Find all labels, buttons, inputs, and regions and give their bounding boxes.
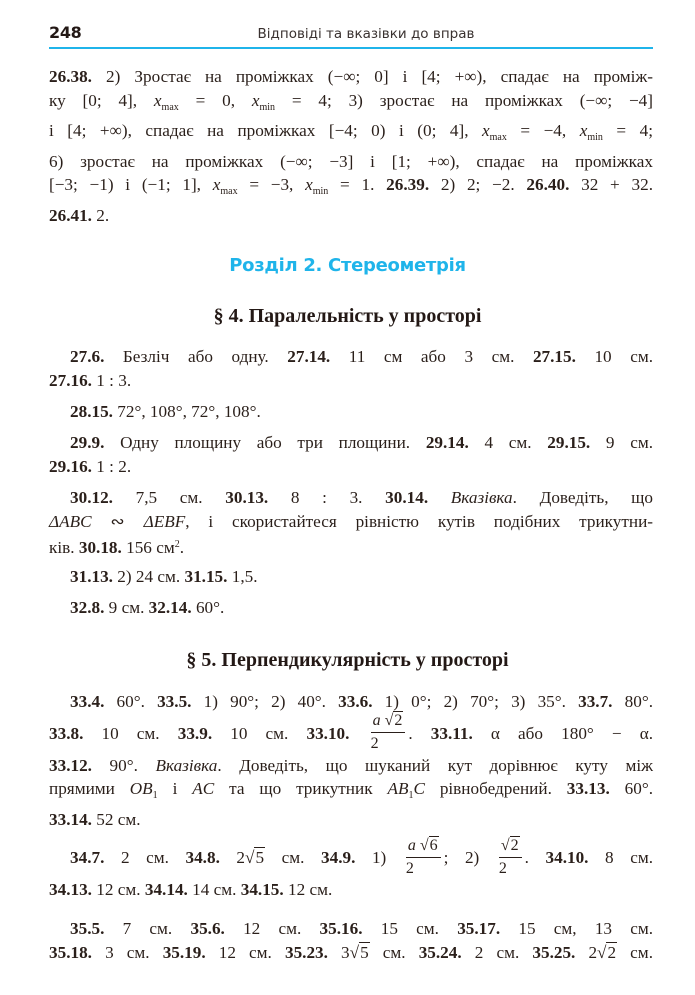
answer-text: 2) Зростає на проміжках (−∞; 0] і [4; +∞), спадає на проміж- <box>91 67 653 86</box>
exercise-number: 33.9. <box>177 723 213 743</box>
sqrt-icon: √2 <box>597 942 617 962</box>
line <box>49 808 653 832</box>
exercise-number: 33.10. <box>306 723 350 743</box>
exercise-number: 35.19. <box>162 942 206 962</box>
answer-text: 60°. <box>609 779 654 798</box>
line <box>49 89 653 120</box>
line <box>49 917 653 941</box>
exercise-number: 27.15. <box>532 347 576 366</box>
hint-label: Вказівка <box>450 488 513 507</box>
exercise-number: 34.13. <box>49 880 92 899</box>
section-5-title: § 5. Перпендикулярність у просторі <box>186 649 509 671</box>
exercise-number: 35.24. <box>418 942 462 962</box>
answers-31 <box>49 565 653 589</box>
exercise-number: 31.15. <box>184 567 228 586</box>
exercise-number: 33.14. <box>49 809 92 829</box>
exercise-number: 33.5. <box>157 692 192 711</box>
answer-text: ку [0; 4], <box>49 90 154 110</box>
line <box>49 714 653 754</box>
answer-text: см. <box>369 942 419 962</box>
answer-text: 12 см. <box>205 942 285 962</box>
answer-text: 10 см. <box>212 723 307 743</box>
exercise-number: 26.38. <box>49 67 92 86</box>
answer-text: , і скористайтеся рівністю кутів подібних трикутни- <box>185 511 654 531</box>
answer-text: 2) 24 см. <box>112 567 185 586</box>
answers-27 <box>49 345 653 392</box>
radicand: 2 <box>510 836 519 854</box>
answer-text: 3 см. <box>91 942 163 962</box>
radicand: 5 <box>255 848 265 867</box>
exercise-number: 29.15. <box>547 433 591 452</box>
answer-text: [−3; −1) і (−1; 1], <box>49 175 213 194</box>
denominator: 2 <box>405 859 414 877</box>
answers-34 <box>49 838 653 902</box>
answer-text: 1) <box>355 848 403 867</box>
radicand: 5 <box>360 942 369 962</box>
sqrt-icon: √5 <box>245 848 265 867</box>
radicand: 2 <box>394 712 403 730</box>
line <box>49 941 653 965</box>
line <box>49 431 653 455</box>
answer-text: 90°. <box>91 755 156 775</box>
line <box>49 533 653 560</box>
page-number: 248 <box>49 23 82 42</box>
answer-text: 2. <box>91 205 110 225</box>
answer-text: 1 : 3. <box>91 370 132 390</box>
exercise-number: 34.7. <box>70 848 105 867</box>
answer-text: 3 <box>327 942 350 962</box>
exercise-number: 30.12. <box>70 488 113 507</box>
answer-text: 15 см, 13 см. <box>500 919 654 938</box>
exercise-number: 34.14. <box>144 880 188 899</box>
exercise-number: 35.17. <box>457 919 501 938</box>
answer-text: 14 см. <box>187 880 241 899</box>
sqrt-icon: √6 <box>419 836 438 854</box>
exercise-number: 30.13. <box>225 488 269 507</box>
answer-text: 9 см. <box>590 433 653 452</box>
answer-text: рівнобедрений. <box>424 779 567 798</box>
exercise-number: 34.10. <box>545 848 589 867</box>
answer-text: 11 см або 3 см. <box>330 347 533 366</box>
subscript-min: min <box>587 132 603 143</box>
exercise-number: 33.4. <box>70 692 105 711</box>
var-a: a <box>407 836 416 854</box>
sqrt-icon: √2 <box>384 712 403 730</box>
answer-text: ків. <box>49 538 79 557</box>
answer-text: 1 : 2. <box>91 456 132 476</box>
answer-text: = 4; <box>602 121 653 140</box>
var-x: x <box>579 121 588 140</box>
answer-text: . Доведіть, що <box>512 488 653 507</box>
subscript-max: max <box>489 132 507 143</box>
sqrt-icon: √5 <box>349 942 369 962</box>
answer-text: 60°. <box>104 692 158 711</box>
hint-label: Вказівка <box>155 755 218 775</box>
answer-text: = 0, <box>178 90 252 110</box>
section-4-title: § 4. Паралельність у просторі <box>213 305 482 327</box>
subscript: 1 <box>152 790 158 801</box>
line <box>49 565 653 589</box>
answer-text: 2 <box>219 848 246 867</box>
answer-text: см. <box>265 848 321 867</box>
answer-text: = −3, <box>237 175 306 194</box>
answers-35 <box>49 917 653 964</box>
header-rule <box>49 47 653 49</box>
line <box>49 173 653 204</box>
exercise-number: 31.13. <box>70 567 113 586</box>
running-title: Відповіді та вказівки до вправ <box>257 26 475 42</box>
exercise-number: 33.7. <box>578 692 613 711</box>
answers-33 <box>49 690 653 831</box>
answer-text: 2 <box>575 942 598 962</box>
fraction-a-sqrt6-over-2 <box>406 837 441 878</box>
exercise-number: 35.18. <box>49 942 92 962</box>
answer-text: 4 см. <box>468 433 548 452</box>
answer-text: 32 + 32. <box>569 175 653 194</box>
answer-text: Одну площину або три площини. <box>104 433 426 452</box>
line <box>49 486 653 510</box>
answer-text: і <box>157 779 193 798</box>
answer-text: 8 : 3. <box>268 488 386 507</box>
answer-text: 1) 90°; 2) 40°. <box>191 692 339 711</box>
answer-text: . <box>524 848 546 867</box>
answer-text: 2) 2; −2. <box>429 175 527 194</box>
answer-group <box>70 919 172 938</box>
line <box>49 119 653 150</box>
answer-text: 2 см. <box>104 848 186 867</box>
chapter-title: Розділ 2. Стереометрія <box>229 255 466 276</box>
answer-text: = 1. <box>328 175 387 194</box>
subscript-max: max <box>161 101 179 113</box>
exercise-number: 33.12. <box>49 755 92 775</box>
exercise-number: 35.25. <box>532 942 576 962</box>
line <box>49 777 653 808</box>
answer-group <box>457 919 653 938</box>
exercise-number: 33.6. <box>338 692 373 711</box>
fraction-a-sqrt2-over-2 <box>371 712 406 753</box>
exercise-number: 35.5. <box>70 919 105 938</box>
exercise-number: 33.11. <box>430 723 473 743</box>
exercise-number: 29.9. <box>70 433 105 452</box>
answer-text: см. <box>617 942 653 962</box>
answer-text: 1) 0°; 2) 70°; 3) 35°. <box>372 692 579 711</box>
exercise-number: 34.15. <box>240 880 284 899</box>
answer-text: . <box>408 723 431 743</box>
line <box>49 65 653 89</box>
line <box>49 690 653 714</box>
answer-text: 12 см. <box>91 880 145 899</box>
line <box>49 369 653 393</box>
exercise-number: 29.16. <box>49 456 92 476</box>
exercise-number: 34.8. <box>185 848 220 867</box>
radicand: 2 <box>607 942 617 962</box>
answer-text: 12 см. <box>224 919 302 938</box>
triangle-ab: AB <box>387 779 409 798</box>
exercise-number: 26.40. <box>526 175 570 194</box>
var-x: x <box>153 90 162 110</box>
answer-text: = 4; 3) зростає на проміжках (−∞; −4] <box>275 90 653 110</box>
answer-text: 9 см. <box>104 598 149 617</box>
line <box>49 838 653 878</box>
answer-text: ; 2) <box>443 848 496 867</box>
answer-text: . Доведіть, що шуканий кут дорівнює куту між <box>217 755 654 775</box>
answer-text: 7 см. <box>104 919 173 938</box>
exercise-number: 30.18. <box>78 538 122 557</box>
answer-text: 10 см. <box>575 347 653 366</box>
subscript-max: max <box>220 186 238 197</box>
segment-ac: AC <box>192 779 215 798</box>
answers-32 <box>49 596 653 620</box>
page-header <box>49 20 653 50</box>
exercise-number: 26.39. <box>386 175 430 194</box>
answer-text: 60°. <box>191 598 225 617</box>
similarity-symbol: ∾ <box>91 511 144 531</box>
exercise-number: 32.14. <box>148 598 192 617</box>
exercise-number: 28.15. <box>70 402 113 421</box>
subscript: 1 <box>408 790 414 801</box>
line: 6) зростає на проміжках (−∞; −3] і [1; +∞), спадає на проміжках <box>49 151 653 171</box>
segment-ob: OB <box>129 779 153 798</box>
fraction-sqrt2-over-2 <box>499 837 522 878</box>
answer-text: α або 180° − α. <box>472 723 654 743</box>
answer-text: 15 см. <box>362 919 439 938</box>
line <box>49 510 653 534</box>
denominator: 2 <box>370 735 379 753</box>
line <box>49 400 653 424</box>
exercise-number: 29.14. <box>425 433 469 452</box>
var-x: x <box>482 121 490 140</box>
sqrt-icon: √2 <box>500 836 519 854</box>
point-c: C <box>413 779 425 798</box>
subscript-min: min <box>259 101 276 113</box>
var-a: a <box>372 712 381 730</box>
answer-text: = −4, <box>506 121 580 140</box>
exercise-number: 27.6. <box>70 347 105 366</box>
answer-text: 72°, 108°, 72°, 108°. <box>112 402 261 421</box>
answer-text: 80°. <box>612 692 653 711</box>
answer-text: 10 см. <box>83 723 178 743</box>
answer-text: прямими <box>49 779 130 798</box>
answers-30 <box>49 486 653 560</box>
answer-text: Безліч або одну. <box>104 347 288 366</box>
exercise-number: 35.6. <box>190 919 225 938</box>
exercise-number: 27.16. <box>49 370 92 390</box>
answer-text: 7,5 см. <box>112 488 226 507</box>
answer-text: 52 см. <box>91 809 141 829</box>
triangle-abc: ΔABC <box>49 511 92 531</box>
line <box>49 345 653 369</box>
exercise-number: 30.14. <box>385 488 429 507</box>
var-x: x <box>251 90 260 110</box>
line <box>49 754 653 778</box>
exercise-number: 35.16. <box>319 919 363 938</box>
answer-text: 8 см. <box>588 848 653 867</box>
exercise-number: 33.8. <box>49 723 84 743</box>
exercise-number: 33.13. <box>566 779 610 798</box>
answer-text: та що трикутник <box>214 779 388 798</box>
answer-text: 1,5. <box>227 567 258 586</box>
exercise-number: 26.41. <box>49 205 92 225</box>
answer-group <box>190 919 301 938</box>
subscript-min: min <box>312 186 329 197</box>
superscript: 2 <box>174 539 180 550</box>
var-x: x <box>212 175 221 194</box>
line <box>49 596 653 620</box>
answer-text: 12 см. <box>283 880 333 899</box>
radicand: 6 <box>429 836 438 854</box>
var-x: x <box>305 175 313 194</box>
line <box>49 204 653 228</box>
line <box>49 455 653 479</box>
answer-group <box>320 919 439 938</box>
denominator: 2 <box>498 859 507 877</box>
line <box>49 878 653 902</box>
exercise-number: 34.9. <box>321 848 356 867</box>
answers-28 <box>49 400 653 424</box>
answer-text: і [4; +∞), спадає на проміжках [−4; 0) і (0; 4], <box>49 121 483 140</box>
exercise-number: 27.14. <box>287 347 331 366</box>
answers-29 <box>49 431 653 478</box>
exercise-number: 32.8. <box>70 598 105 617</box>
triangle-ebf: ΔEBF <box>143 511 186 531</box>
exercise-number: 35.23. <box>284 942 328 962</box>
answer-text: 156 см <box>121 538 175 557</box>
answer-text: . <box>179 538 184 557</box>
answer-text: 2 см. <box>461 942 533 962</box>
answers-26 <box>49 65 653 227</box>
